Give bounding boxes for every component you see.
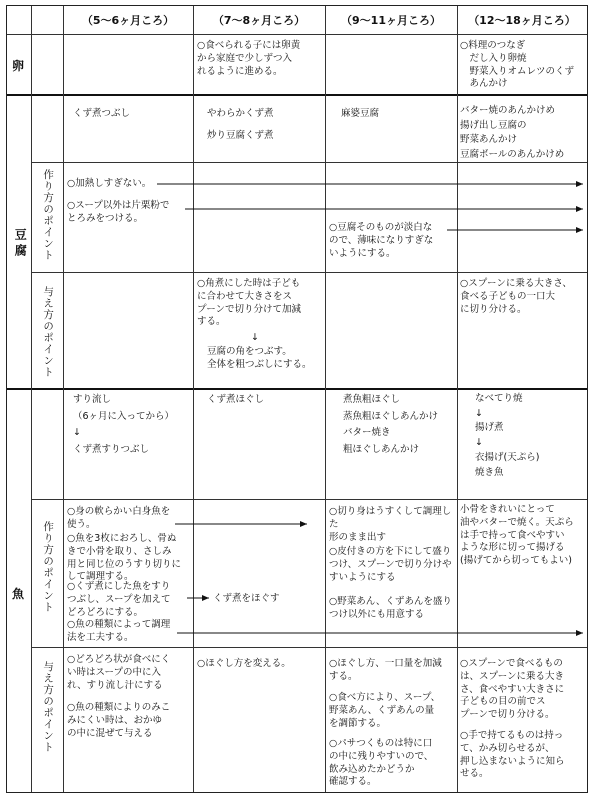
tofu-serving-label: 与え方のポイント xyxy=(42,286,55,378)
continuation-arrows xyxy=(7,6,587,792)
fish-serving-stage3b: ○食べ方により、スープ、 野菜あん、くずあんの量 を調節する。 xyxy=(329,692,441,729)
header-stage1: （5〜6ヶ月ころ） xyxy=(81,14,175,27)
fish-method-stage1d: ○魚の種類によって調理 法を工夫する。 xyxy=(67,619,171,643)
egg-stage2: ○食べられる子には卵黄 から家庭で少しずつ入 れるように進める。 xyxy=(197,40,301,77)
tofu-dish-stage4: バター焼のあんかけめ 揚げ出し豆腐の 野菜あんかけ 豆腐ボールのあんかけめ xyxy=(460,105,565,161)
fish-method-stage3c: ○野菜あん、くずあんを盛り つけ以外にも用意する xyxy=(329,596,452,620)
fish-serving-stage3a: ○ほぐし方、一口量を加減 する。 xyxy=(329,658,442,682)
tofu-dish-stage3: 麻婆豆腐 xyxy=(341,108,380,119)
tofu-serving-stage2-arrow: ↓ xyxy=(251,332,259,343)
fish-serving-stage4b: ○手で持てるものは持っ て、かみ切らせるが、 押し込まないように知ら せる。 xyxy=(460,730,565,780)
fish-method-stage1c: ○くず煮にした魚をすり つぶし、スープを加えて どろどろにする。 xyxy=(67,581,171,618)
tofu-dish-stage1: くず煮つぶし xyxy=(73,108,131,119)
fish-serving-label: 与え方のポイント xyxy=(42,661,55,753)
fish-serving-stage1b: ○魚の種類によりのみこ みにくい時は、おかゆ の中に混ぜて与える xyxy=(67,702,171,739)
fish-dish-stage2: くず煮ほぐし xyxy=(207,394,265,405)
header-stage3: （9〜11ヶ月ころ） xyxy=(341,14,441,27)
fish-serving-stage1a: ○どろどろ状が食べにく い時はスープの中に入 れ、すり流し汁にする xyxy=(67,654,171,691)
fish-method-stage1a: ○身の軟らかい白身魚を 使う。 xyxy=(67,506,171,530)
fish-method-stage4: 小骨をきれいにとって 油やバターで焼く。天ぷら は手で持って食べやすい ような形に切って揚げる (揚げてから切ってもよい) xyxy=(460,504,574,567)
tofu-method-stage3: ○豆腐そのものが淡白な ので、薄味になりすぎな いようにする。 xyxy=(329,222,434,259)
fish-serving-stage3c: ○パサつくものは特に口 の中に残りやすいので、 飲み込めたかどうか 確認する。 xyxy=(329,738,434,788)
header-stage2: （7〜8ヶ月ころ） xyxy=(212,14,306,27)
tofu-serving-stage4: ○スプーンに乗る大きさ、 食べる子どもの一口大 に切り分ける。 xyxy=(460,278,572,315)
feeding-guide-table xyxy=(6,5,588,793)
egg-stage4: ○料理のつなぎ だし入り卵焼 野菜入りオムレツのくず あんかけ xyxy=(460,40,575,90)
fish-method-stage2: くず煮をほぐす xyxy=(213,593,280,604)
egg-label: 卵 xyxy=(12,59,25,73)
tofu-serving-stage2a: ○角煮にした時は子ども に合わせて大きさをス プーンで切り分けて加減 する。 xyxy=(197,278,302,328)
fish-serving-stage2: ○ほぐし方を変える。 xyxy=(197,658,291,669)
tofu-method-stage1b: ○スープ以外は片栗粉で とろみをつける。 xyxy=(67,200,170,224)
fish-label: 魚 xyxy=(12,587,25,601)
tofu-dish-stage2b: 炒り豆腐くず煮 xyxy=(207,130,274,141)
fish-method-stage3b: ○皮付きの方を下にして盛り つけ、スプーンで切り分けや すいようにする xyxy=(329,546,452,583)
fish-method-stage1b: ○魚を3枚におろし、骨ぬ きで小骨を取り、さしみ 用と同じ位のうすり切りに して調理する。 xyxy=(67,533,182,583)
fish-dish-stage1: すり流し （6ヶ月に入ってから） ↓ くず煮すりつぶし xyxy=(73,394,175,455)
tofu-dish-stage2a: やわらかくず煮 xyxy=(207,108,274,119)
tofu-label: 豆腐 xyxy=(13,228,28,260)
fish-dish-stage4: なべてり焼 ↓ 揚げ煮 ↓ 衣揚げ(天ぷら) 焼き魚 xyxy=(475,393,540,478)
fish-method-label: 作り方のポイント xyxy=(42,521,55,613)
fish-serving-stage4a: ○スプーンで食べるもの は、スプーンに乗る大き さ、食べやすい大きさに 子どもの目の前でス プーンで切り分ける。 xyxy=(460,658,565,721)
fish-method-stage3a: ○切り身はうすくして調理した 形のまま出す xyxy=(329,506,452,543)
header-stage4: （12〜18ヶ月ころ） xyxy=(468,14,576,27)
fish-dish-stage3: 煮魚粗ほぐし 蒸魚粗ほぐしあんかけ バター焼き 粗ほぐしあんかけ xyxy=(343,394,439,455)
tofu-method-stage1a: ○加熱しすぎない。 xyxy=(67,178,152,189)
tofu-method-label: 作り方のポイント xyxy=(42,169,55,261)
tofu-serving-stage2b: 豆腐の角をつぶす。 全体を粗つぶしにする。 xyxy=(207,346,312,370)
